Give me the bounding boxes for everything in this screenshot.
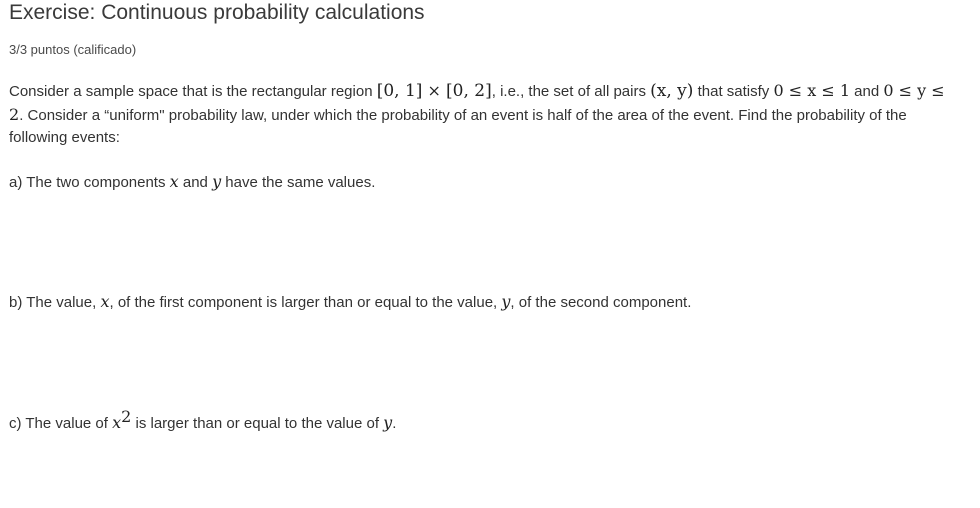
- problem-text-5: . Consider a “uniform" probability law, under which the probability of an event is half of the area of the event. Find the probability of the following events:: [9, 106, 907, 146]
- question-b-tail: , of the second component.: [510, 294, 692, 311]
- problem-text-4: and: [850, 83, 884, 100]
- question-a-tail: have the same values.: [221, 174, 376, 191]
- score-status: 3/3 puntos (calificado): [9, 42, 137, 57]
- question-a: [9, 172, 375, 191]
- question-c-tail: .: [392, 415, 397, 432]
- question-c-exponent: 2: [121, 407, 132, 426]
- question-a-var-x: x: [169, 172, 179, 191]
- question-b-lead: b) The value,: [9, 294, 101, 311]
- math-inequality-x: 0 ≤ x ≤ 1: [773, 81, 851, 100]
- question-b: [9, 292, 691, 311]
- math-pair: (x, y): [650, 81, 694, 101]
- problem-text-1: Consider a sample space that is the rectangular region: [9, 83, 377, 100]
- question-b-mid: , of the first component is larger than or equal to the value,: [109, 294, 502, 311]
- page-title: Exercise: Continuous probability calculations: [9, 1, 425, 24]
- question-c: [9, 407, 397, 432]
- question-c-lead: c) The value of: [9, 415, 113, 432]
- math-inequality-y: 0 ≤ y ≤ 2: [9, 81, 945, 124]
- question-c-mid: is larger than or equal to the value of: [131, 415, 384, 432]
- problem-text-2: , i.e., the set of all pairs: [491, 83, 651, 100]
- question-b-var-x: x: [100, 292, 110, 311]
- question-a-var-y: y: [212, 172, 222, 191]
- question-a-mid: and: [178, 174, 213, 191]
- question-c-var-y: y: [383, 413, 393, 432]
- question-a-lead: a) The two components: [9, 174, 170, 191]
- math-times: ×: [422, 81, 447, 100]
- problem-statement: [9, 80, 954, 150]
- math-region-b: [0, 2]: [446, 81, 492, 101]
- math-region-a: [0, 1]: [376, 81, 423, 101]
- question-b-var-y: y: [501, 292, 511, 311]
- question-c-var-x: x: [112, 413, 122, 432]
- problem-text-3: that satisfy: [693, 83, 774, 100]
